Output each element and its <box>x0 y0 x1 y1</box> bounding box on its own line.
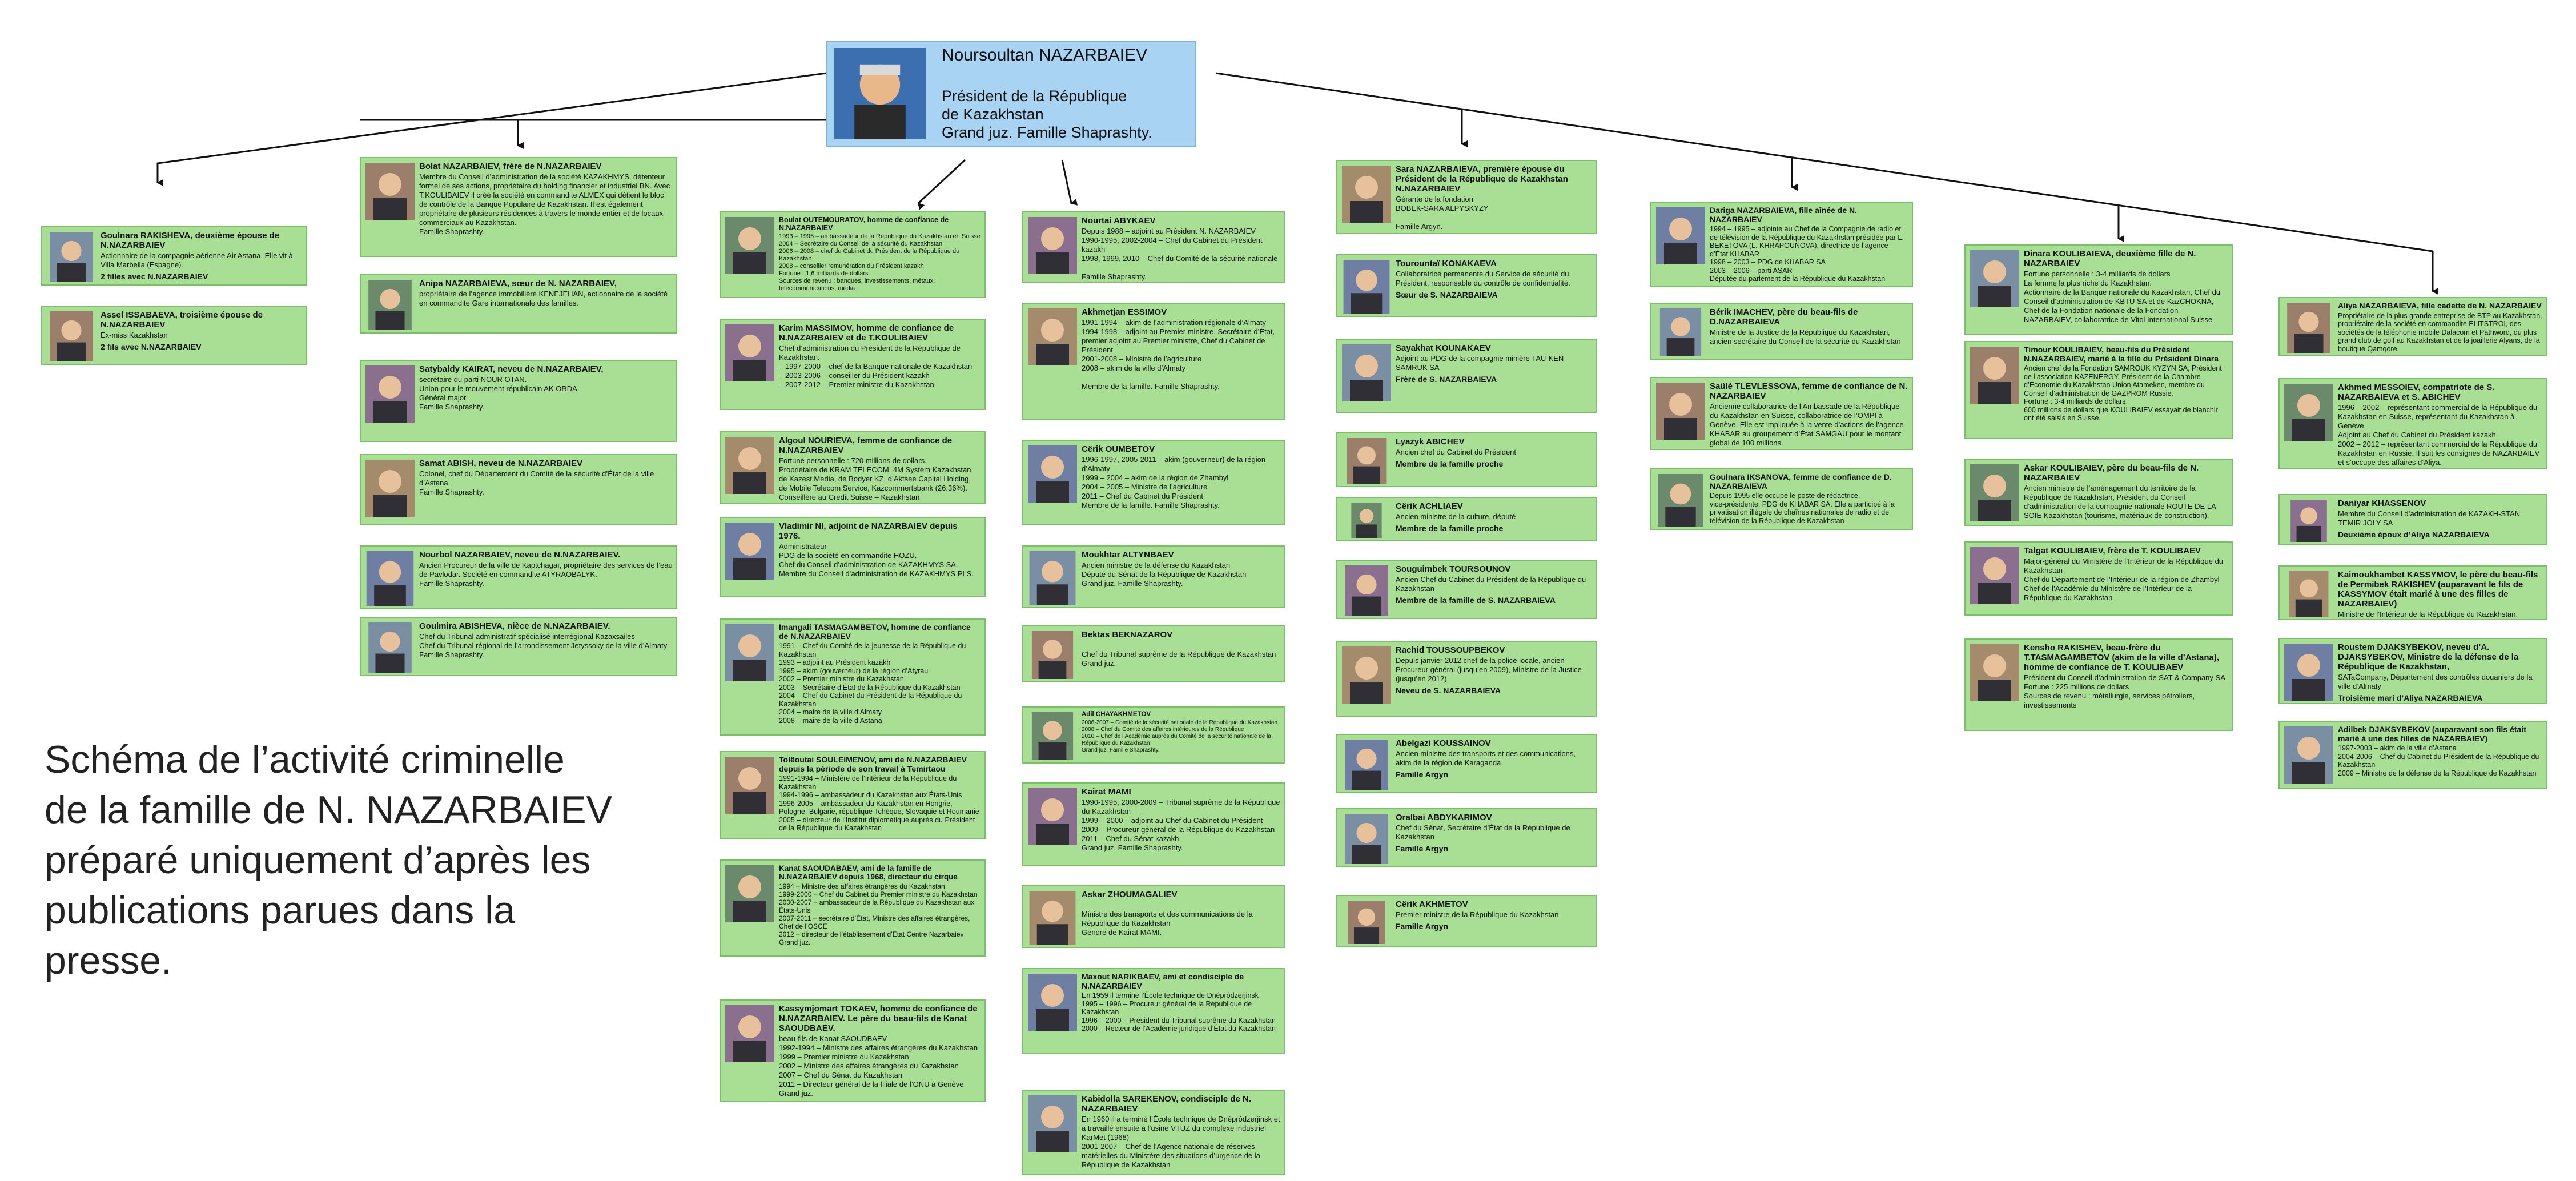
person-card <box>1336 254 1597 317</box>
person-name: Adilbek DJAKSYBEKOV (auparavant son fils était marié à une des filles de NAZARBAIEV) <box>2338 725 2526 743</box>
person-name: Daniyar KHASSENOV <box>2338 499 2426 508</box>
person-description: Depuis 1988 – adjoint au Président N. NAZARBAIEV 1990-1995, 2002-2004 – Chef du Cabinet du Président kazakh 1998, 1999, 2010 – Chef du Comité de la sécurité nationale Famille Shaprashty. <box>1082 227 1278 281</box>
relation-note: Sœur de S. NAZARBAIEVA <box>1396 290 1498 299</box>
person-description: 1997-2003 – akim de la ville d’Astana 2004-2006 – Chef du Cabinet du Président de la République du Kazakhstan 2009 – Ministre de la défense de la République de Kazakhstan <box>2338 744 2539 777</box>
person-name: Aliya NAZARBAIEVA, fille cadette de N. NAZARBAIEV <box>2338 301 2542 310</box>
portrait-photo <box>725 437 774 494</box>
person-description: Depuis janvier 2012 chef de la police locale, ancien Procureur général (jusqu’en 2009), Ministre de la Justice (jusqu’en 2012) <box>1396 656 1582 683</box>
portrait-photo <box>1028 891 1077 945</box>
person-name: Kaimoukhambet KASSYMOV, le père du beau-fils de Permibek RAKISHEV (auparavant le fils de KASSYMOV était marié à une des filles de NAZARBAIEV) <box>2338 570 2538 609</box>
relation-note: Membre de la famille de S. NAZARBAIEVA <box>1396 596 1556 605</box>
person-name: Adil CHAYAKHMETOV <box>1082 711 1151 718</box>
person-name: Nourtai ABYKAEV <box>1082 216 1156 226</box>
person-name: Algoul NOURIEVA, femme de confiance de N.NAZARBAIEV <box>779 436 953 455</box>
card-text <box>779 1004 981 1098</box>
portrait-photo <box>1970 250 2019 307</box>
person-name: Bolat NAZARBAIEV, frère de N.NAZARBAIEV <box>419 162 602 171</box>
person-name: Askar KOULIBAIEV, père du beau-fils de N. NAZARBAIEV <box>2024 463 2199 483</box>
person-card <box>360 617 677 676</box>
person-description: 1991 – Chef du Comité de la jeunesse de la République du Kazakhstan 1993 – adjoint au Président kazakh 1995 – akim (gouverneur) de la région d’Atyrau 2002 – Premier ministre du Kazakhstan 2003 – Secrétaire d’État de la République du Kazakhstan 2004 – Chef du Cabinet du Président de la République du Kazakhstan 2004 – maire de la ville d’Almaty 2008 – maire de la ville d’Astana <box>779 642 966 725</box>
person-description: Premier ministre de la République du Kazakhstan <box>1396 910 1559 919</box>
card-text <box>1710 473 1908 525</box>
relation-note: Membre de la famille proche <box>1396 459 1504 468</box>
person-card <box>2278 721 2547 789</box>
relation-note: Famille Argyn <box>1396 922 1449 931</box>
person-name: Maxout NARIKBAEV, ami et condisciple de N.NAZARBAIEV <box>1082 972 1244 990</box>
person-card <box>1336 560 1597 619</box>
card-text <box>2024 546 2228 602</box>
card-text <box>2024 643 2228 710</box>
portrait-photo <box>47 311 96 361</box>
person-name: Akhmetjan ESSIMOV <box>1082 307 1167 317</box>
portrait-photo <box>47 232 96 282</box>
portrait-photo <box>1970 644 2019 701</box>
person-description: Ancienne collaboratrice de l’Ambassade de la République du Kazakhstan en Suisse, collaboratrice de l’OMPI à Genève. Elle est impliquée à la vente d’actions de l’agence KHABAR au groupement d’État SAMGAU pour le montant global de 100 millions. <box>1710 402 1904 447</box>
portrait-photo <box>1028 308 1077 365</box>
portrait-photo <box>725 757 774 814</box>
portrait-photo <box>365 551 415 606</box>
person-description: 1991-1994 – akim de l’administration régionale d’Almaty 1994-1998 – adjoint au Premier ministre, Secrétaire d’État, premier adjoint au Premier ministre, Chef du Cabinet de Président 2001-2008 – Ministre de l’agriculture 2008 – akim de la ville d’Almaty Membre de la famille. Famille Shaprashty. <box>1082 318 1275 391</box>
person-name: Vladimir NI, adjoint de NAZARBAIEV depuis 1976. <box>779 521 958 541</box>
person-name: Roustem DJAKSYBEKOV, neveu d’A. DJAKSYBEKOV, Ministre de la défense de la République de Kazakhstan, <box>2338 642 2519 672</box>
person-card <box>1336 895 1597 947</box>
portrait-photo <box>365 280 415 330</box>
card-text <box>2338 383 2542 467</box>
person-card <box>1964 541 2233 616</box>
person-card <box>41 226 307 286</box>
person-name: Kairat MAMI <box>1082 787 1131 797</box>
person-name: Rachid TOUSSOUPBEKOV <box>1396 645 1505 655</box>
connector-c3 <box>918 160 965 203</box>
connector-c4 <box>1062 160 1071 203</box>
person-description: Actionnaire de la compagnie aérienne Air Astana. Elle vit à Villa Marbella (Espagne). <box>101 251 293 269</box>
person-description: Chef d’administration du Président de la République de Kazakhstan. – 1997-2000 – chef de la Banque nationale de Kazakhstan – 2003-2006 – conseiller du Président kazakh – 2007-2012 – Premier ministre du Kazakhstan <box>779 344 972 389</box>
person-name: Karim MASSIMOV, homme de confiance de N.NAZARBAIEV et de T.KOULIBAIEV <box>779 323 954 343</box>
person-description: 1993 – 1995 – ambassadeur de la République du Kazakhstan en Suisse 2004 – Secrétaire du Conseil de la sécurité du Kazakhstan 2006 – 2008 – chef du Cabinet du Président de la République du Kazakhstan 2008 – conseiller remunération du Président kazakh Fortune : 1,6 milliards de dollars. Sources de revenu : banques, investissements, métaux, télécommunications, média <box>779 233 980 292</box>
card-text <box>1396 164 1592 231</box>
person-description: secrétaire du parti NOUR OTAN. Union pour le mouvement républicain AK ORDA. Général major. Famille Shaprashty. <box>419 375 580 411</box>
person-card <box>1022 211 1285 283</box>
relation-note: Neveu de S. NAZARBAIEVA <box>1396 686 1501 695</box>
person-name: Goulnara IKSANOVA, femme de confiance de D. NAZARBAIEVA <box>1710 472 1892 491</box>
portrait-photo <box>1342 166 1391 223</box>
person-name: Goulnara RAKISHEVA, deuxième épouse de N.NAZARBAIEV <box>101 231 280 250</box>
portrait-photo <box>1028 631 1077 679</box>
person-card <box>720 859 986 957</box>
person-description: En 1960 il a terminé l’École technique de Dnépródzerjinsk et a travaillé ensuite à l’usine VTUZ du complexe industriel KarMet (1968) 2001-2007 – Chef de l’Agence nationale de réserves matérielles du Ministère des situations d’urgence de la République de Kazakhstan <box>1082 1115 1280 1169</box>
person-description: 2006-2007 – Comité de la sécurité nationale de la République du Kazakhstan 2008 – Chef du Comité des affaires intérieures de la République 2010 – Chef de l’Académie auprès du Comité de la sécurité nationale de la République du Kazakhstan Grand juz. Famille Shaprashty. <box>1082 720 1278 753</box>
card-text <box>1396 343 1592 384</box>
person-description: Depuis 1995 elle occupe le poste de rédactrice, vice-présidente, PDG de KHABAR SA. Elle a participé à la privatisation illégale de chaînes nationales de radio et de télévision de la République de Kazakhstan <box>1710 492 1895 525</box>
portrait-photo <box>365 460 415 517</box>
person-card <box>1336 160 1597 234</box>
person-card <box>2278 378 2547 469</box>
person-name: Boulat OUTEMOURATOV, homme de confiance de N.NAZARBAIEV <box>779 216 949 232</box>
person-card <box>1964 341 2233 439</box>
person-card <box>41 306 307 365</box>
root-role: Président de la République de Kazakhstan Grand juz. Famille Shaprashty. <box>942 87 1152 141</box>
portrait-photo <box>2284 726 2333 784</box>
person-description: Adjoint au PDG de la compagnie minière TAU-KEN SAMRUK SA <box>1396 354 1564 372</box>
card-text <box>2338 302 2542 353</box>
person-card <box>720 517 986 597</box>
person-description: Chef du Tribunal suprême de la République de Kazakhstan Grand juz. <box>1082 650 1276 668</box>
portrait-photo <box>1342 740 1391 790</box>
person-description: Président du Conseil d’administration de SAT & Company SA Fortune : 225 millions de dollars Sources de revenu : métallurgie, services pétroliers, investissements <box>2024 673 2225 709</box>
person-description: Collaboratrice permanente du Service de sécurité du Président, responsable du contrôle de confidentialité. <box>1396 270 1570 287</box>
person-name: Anipa NAZARBAIEVA, sœur de N. NAZARBAIEV, <box>419 279 617 288</box>
person-description: Fortune personnelle : 720 millions de dollars. Propriétaire de KRAM TELECOM, 4M System Kazakhstan, de Kazest Media, de Bodyer KZ, d’Aktsee Capital Holding, de Mobile Telecom Service, Kazcommertsbank (26,36%). Conseillère au Credit Suisse – Kazakhstan <box>779 456 974 501</box>
card-text <box>1710 381 1908 448</box>
person-description: Ancien chef de la Fondation SAMROUK KYZYN SA, Président de l’association KAZENERGY, Président de la Chambre d’Économie du Kazakhstan Union Atameken, membre du Conseil d’administration de GAZPROM Russie. Fortune : 3-4 milliards de dollars. 600 millions de dollars que KOULIBAIEV essayait de blanchir ont été saisis en Suisse. <box>2024 364 2222 422</box>
person-name: Sayakhat KOUNAKAEV <box>1396 343 1491 353</box>
portrait-photo <box>1028 788 1077 845</box>
person-card <box>2278 494 2547 545</box>
person-name: Kensho RAKISHEV, beau-frère du T.TASMAGAMBETOV (akim de la ville d’Astana), homme de confiance de T. KOULIBAEV <box>2024 643 2220 672</box>
person-name: Tolëoutai SOULEIMENOV, ami de N.NAZARBAIEV depuis la période de son travail à Temirtaou <box>779 755 967 773</box>
portrait-photo <box>725 865 774 922</box>
person-description: Chef du Tribunal administratif spécialisé interrégional Kazaxsailes Chef du Tribunal régional de l’arrondissement Jetyssoky de la ville d’Almaty Famille Shaprashty. <box>419 632 668 659</box>
person-card <box>1650 202 1913 287</box>
portrait-photo <box>1970 464 2019 521</box>
card-text <box>1082 973 1280 1033</box>
card-text <box>1396 437 1592 468</box>
person-card <box>1022 885 1285 948</box>
person-description: Administrateur PDG de la société en commandite HOZU. Chef du Conseil d’administration de KAZAKHMYS SA. Membre du Conseil d’administration de KAZAKHMYS PLS. <box>779 542 974 578</box>
portrait-photo <box>1028 445 1077 503</box>
person-description: 1994 – Ministre des affaires étrangères du Kazakhstan 1999-2000 – Chef du Cabinet du Premier ministre du Kazakhstan 2000-2007 – ambassadeur de la République du Kazakhstan aux États-Unis 2007-2011 – secrétaire d’État, Ministre des affaires étrangères, Chef de l’OSCE 2012 – directeur de l’établissement d’État Centre Nazarbaiev Grand juz. <box>779 882 978 946</box>
card-text <box>1396 564 1592 605</box>
chart-caption: Schéma de l’activité criminelle de la famille de N. NAZARBAIEV préparé uniquement d’après les publications parues dans la presse. <box>45 738 612 982</box>
person-name: Kabidolla SAREKENOV, condisciple de N. NAZARBAIEV <box>1082 1094 1252 1114</box>
card-text <box>779 623 981 725</box>
card-text <box>419 550 673 588</box>
person-card <box>1022 782 1285 866</box>
portrait-photo <box>725 624 774 681</box>
card-text <box>1396 501 1592 533</box>
person-card <box>1336 808 1597 867</box>
person-description: Colonel, chef du Département du Comité de la sécurité d’État de la ville d’Astana. Famille Shaprashty. <box>419 469 654 496</box>
portrait-photo <box>1970 347 2019 404</box>
portrait-photo <box>2284 384 2333 441</box>
person-card <box>1336 641 1597 717</box>
person-name: Souguimbek TOURSOUNOV <box>1396 564 1511 574</box>
person-name: Assel ISSABAEVA, troisième épouse de N.NAZARBAIEV <box>101 310 263 330</box>
person-name: Talgat KOULIBAIEV, frère de T. KOULIBAEV <box>2024 546 2201 556</box>
person-description: Ancien Chef du Cabinet du Président de la République du Kazakhstan <box>1396 575 1586 593</box>
person-card <box>2278 565 2547 620</box>
person-card <box>1650 468 1913 530</box>
portrait-photo <box>1656 474 1705 527</box>
relation-note: Deuxième époux d’Aliya NAZARBAIEVA <box>2338 530 2490 539</box>
person-description: beau-fils de Kanat SAOUDBAEV 1992-1994 – Ministre des affaires étrangères du Kazakhstan 1999 – Premier ministre du Kazakhstan 2002 – Ministre des affaires étrangères du Kazakhstan 2007 – Chef du Sénat du Kazakhstan 2011 – Directeur général de la filiale de l’ONU à Genève Grand juz. <box>779 1034 978 1098</box>
person-name: Satybaldy KAIRAT, neveu de N.NAZARBAIEV, <box>419 364 604 374</box>
relation-note: Membre de la famille proche <box>1396 524 1504 533</box>
person-description: Ministre des transports et des communications de la République du Kazakhstan Gendre de Kairat MAMI. <box>1082 910 1253 937</box>
person-description: Ancien ministre des transports et des communications, akim de la région de Karaganda <box>1396 749 1576 767</box>
person-description: 1991-1994 – Ministère de l’Intérieur de la République du Kazakhstan 1994-1996 – ambassadeur du Kazakhstan aux États-Unis 1996-2005 – ambassadeur du Kazakhstan en Hongrie, Pologne, Bulgarie, république Tchèque, Slovaquie et Roumanie 2005 – directeur de l’Institut diplomatique auprès du Président de la République du Kazakhstan <box>779 774 979 832</box>
card-text <box>1082 1094 1280 1170</box>
portrait-photo <box>2284 500 2333 542</box>
card-text <box>1710 206 1908 283</box>
person-card <box>360 545 677 609</box>
person-description: En 1959 il termine l’École technique de Dnépródzerjinsk 1995 – 1996 – Procureur général de la République de Kazakhstan 1996 – 2000 – Président du Tribunal suprême du Kazakhstan 2000 – Recteur de l’Académie juridique d’État du Kazakhstan <box>1082 991 1276 1033</box>
relation-note: 2 filles avec N.NAZARBAIEV <box>101 272 208 281</box>
root-person-card <box>826 41 1196 147</box>
card-text <box>1396 259 1592 299</box>
card-text <box>2024 346 2228 423</box>
relation-note: Troisième mari d’Aliya NAZARBAIEVA <box>2338 693 2483 702</box>
card-text <box>1396 738 1592 779</box>
person-card <box>1336 497 1597 541</box>
person-name: Goulmira ABISHEVA, nièce de N.NAZARBAIEV. <box>419 621 610 631</box>
person-card <box>720 319 986 410</box>
card-text <box>101 231 303 281</box>
relation-note: Frère de S. NAZARBAIEVA <box>1396 375 1497 384</box>
card-text <box>1396 813 1592 853</box>
person-description: Membre du Conseil d’administration de la société KAZAKHMYS, détenteur formel de ses actions, propriétaire du holding financier et industriel BN. Avec T.KOULIBAIEV il créé la société en commandite ALMEX qui détient le bloc de contrôle de la Banque Populaire de Kazakhstan. Il est également propriétaire de plusieurs résidences à travers le monde entier et de locaux commerciaux au Kazakhstan. Famille Shaprashty. <box>419 172 670 236</box>
card-text <box>2338 725 2542 777</box>
person-name: Nourbol NAZARBAIEV, neveu de N.NAZARBAIEV. <box>419 550 621 560</box>
person-name: Imangali TASMAGAMBETOV, homme de confiance de N.NAZARBAIEV <box>779 622 971 641</box>
person-card <box>1650 377 1913 450</box>
card-text <box>1710 307 1908 346</box>
portrait-photo <box>725 324 774 381</box>
card-text <box>779 521 981 579</box>
card-text <box>779 323 981 389</box>
person-name: Timour KOULIBAIEV, beau-fils du Président N.NAZARBAIEV, marié à la fille du Président Dinara <box>2024 345 2219 363</box>
card-text <box>1082 307 1280 391</box>
card-text <box>1082 787 1280 853</box>
card-text <box>779 864 981 946</box>
person-name: Cërik OUMBETOV <box>1082 444 1155 454</box>
person-description: Propriétaire de la plus grande entreprise de BTP au Kazakhstan, propriétaire de la société en commandite ELITSTROI, des sociétés de la téléphonie mobile Dalacom et Pathword, du plus grand club de golf au Kazakhstan et de la joaillerie Alyans, de la boutique Qamqore. <box>2338 311 2542 353</box>
person-description: Membre du Conseil d’administration de KAZAKH-STAN TEMIR JOLY SA <box>2338 509 2521 527</box>
portrait-photo <box>1970 547 2019 604</box>
person-description: Gérante de la fondation BOBEK-SARA ALPYSKYZY Famille Argyn. <box>1396 195 1489 231</box>
person-card <box>720 999 986 1102</box>
card-text <box>1396 899 1592 931</box>
card-text <box>419 621 673 660</box>
person-card <box>1336 432 1597 487</box>
portrait-photo <box>725 1005 774 1062</box>
person-description: Fortune personnelle : 3-4 milliards de dollars La femme la plus riche du Kazakhstan. Actionnaire de la Banque nationale du Kazakhstan, Chef du Conseil d’administration de KBTU SA et de KazCHOKNA, Chef de la Fondation nationale de la Fondation NAZARBAIEV, collaboratrice de Vitol International Suisse <box>2024 270 2221 324</box>
person-description: 1994 – 1995 – adjointe au Chef de la Compagnie de radio et de télévision de la République du Kazakhstan présidée par L. BEKETOVA (L. KHRAPOUNOVA), directrice de l’agence d’État KHABAR 1998 – 2003 – PDG de KHABAR SA 2003 – 2006 – parti ASAR Députée du parlement de la République du Kazakhstan <box>1710 225 1904 283</box>
person-card <box>360 454 677 525</box>
card-text <box>2338 642 2542 702</box>
relation-note: Famille Argyn <box>1396 770 1449 779</box>
person-description: Ministre de la Justice de la République du Kazakhstan, ancien secrétaire du Conseil de la sécurité du Kazakhstan <box>1710 328 1901 346</box>
person-name: Lyazyk ABICHEV <box>1396 437 1465 447</box>
person-name: Akhmed MESSOIEV, compatriote de S. NAZARBAIEVA et S. ABICHEV <box>2338 383 2495 402</box>
relation-note: Famille Argyn <box>1396 844 1449 853</box>
person-description: Ancien ministre de la défense du Kazakhstan Député du Sénat de la République de Kazakhstan Grand juz. Famille Shaprashty. <box>1082 561 1247 588</box>
card-text <box>419 279 673 308</box>
portrait-photo <box>725 217 774 274</box>
person-card <box>360 274 677 334</box>
card-text <box>101 310 303 351</box>
person-card <box>720 211 986 298</box>
person-name: Saülé TLEVLESSOVA, femme de confiance de N. NAZARBAIEV <box>1710 381 1908 401</box>
person-card <box>2278 638 2547 704</box>
portrait-photo <box>2284 571 2333 617</box>
card-text <box>1082 216 1280 282</box>
card-text <box>2024 249 2228 324</box>
person-card <box>1650 303 1913 360</box>
portrait-photo <box>365 622 415 673</box>
portrait-photo <box>1028 551 1077 605</box>
person-name: Bérik IMACHEV, père du beau-fils de D.NAZARBAIEVA <box>1710 307 1858 327</box>
card-text <box>1082 444 1280 510</box>
person-card <box>360 157 677 257</box>
person-description: 1996-1997, 2005-2011 – akim (gouverneur) de la région d’Almaty 1999 – 2004 – akim de la région de Zhambyl 2004 – 2005 – Ministre de l’agriculture 2011 – Chef du Cabinet du Président Membre de la famille. Famille Shaprashty. <box>1082 455 1266 509</box>
portrait-photo <box>1342 503 1391 538</box>
portrait-photo <box>1656 383 1705 440</box>
person-description: 1990-1995, 2000-2009 – Tribunal suprême de la République du Kazakhstan 1999 – 2000 – adjoint au Chef du Cabinet du Président 2009 – Procureur général de la République du Kazakhstan 2011 – Chef du Sénat kazakh Grand juz. Famille Shaprashty. <box>1082 798 1280 852</box>
person-name: Kanat SAOUDABAEV, ami de la famille de N.NAZARBAIEV depuis 1968, directeur du cirque <box>779 864 958 881</box>
portrait-photo <box>365 163 415 220</box>
card-text <box>1082 630 1280 668</box>
person-name: Oralbai ABDYKARIMOV <box>1396 813 1492 822</box>
person-card <box>1964 244 2233 335</box>
person-card <box>1964 459 2233 526</box>
person-card <box>2278 297 2547 356</box>
person-name: Dinara KOULIBAIEVA, deuxième fille de N. NAZARBAIEV <box>2024 249 2196 268</box>
person-description: Ancien ministre de la culture, député <box>1396 512 1516 521</box>
portrait-photo <box>1342 901 1391 944</box>
portrait-photo <box>2284 644 2333 701</box>
person-card <box>360 360 677 442</box>
person-name: Tourountaï KONAKAEVA <box>1396 259 1497 268</box>
card-text <box>1396 645 1592 695</box>
card-text <box>2338 499 2542 539</box>
person-card <box>1022 625 1285 682</box>
portrait-photo <box>1342 814 1391 864</box>
portrait-photo <box>1656 308 1705 356</box>
relation-note: 2 fils avec N.NAZARBAIEV <box>101 342 202 351</box>
person-name: Cërik AKHMETOV <box>1396 899 1468 909</box>
person-name: Abelgazi KOUSSAINOV <box>1396 738 1491 748</box>
person-card <box>1022 303 1285 420</box>
person-description: Chef du Sénat, Secrétaire d’État de la République de Kazakhstan <box>1396 824 1570 841</box>
portrait-photo <box>1028 974 1077 1031</box>
card-text <box>1082 890 1280 937</box>
person-name: Samat ABISH, neveu de N.NAZARBAIEV <box>419 459 583 468</box>
portrait-photo <box>365 365 415 423</box>
person-card <box>720 618 986 736</box>
portrait-photo <box>1656 207 1705 264</box>
person-name: Bektas BEKNAZAROV <box>1082 630 1173 640</box>
person-card <box>720 751 986 839</box>
person-card <box>720 431 986 504</box>
card-text <box>779 756 981 833</box>
person-description: Ex-miss Kazakhstan <box>101 331 168 339</box>
portrait-photo <box>2284 303 2333 353</box>
card-text <box>2338 570 2542 619</box>
person-card <box>1336 339 1597 413</box>
card-text <box>1082 550 1280 588</box>
person-name: Sara NAZARBAIEVA, première épouse du Président de la République de Kazakhstan N.NAZARBAIEV <box>1396 164 1568 194</box>
person-card <box>1022 706 1285 764</box>
card-text <box>419 162 673 236</box>
portrait-photo <box>725 523 774 580</box>
person-description: propriétaire de l’agence immobilière KENEJEHAN, actionnaire de la société en commandite Gare internationale des familles. <box>419 290 668 307</box>
portrait-photo <box>1342 438 1391 484</box>
person-card <box>1022 968 1285 1054</box>
person-name: Dariga NAZARBAIEVA, fille aînée de N. NAZARBAIEV <box>1710 206 1858 224</box>
root-name: Noursoultan NAZARBAIEV <box>942 46 1148 65</box>
card-text <box>779 216 981 292</box>
person-card <box>1964 638 2233 731</box>
card-text <box>779 436 981 502</box>
person-description: Major-général du Ministère de l’Intérieur de la République du Kazakhstan Chef du Département de l’Intérieur de la région de Zhambyl Chef de l’Académie du Ministère de l’Intérieur de la République du Kazakhstan <box>2024 557 2224 602</box>
person-description: Ministre de l’Intérieur de la République du Kazakhstan. <box>2338 610 2518 618</box>
portrait-photo <box>1028 712 1077 760</box>
person-card <box>1022 1090 1285 1175</box>
person-description: Ancien ministre de l’aménagement du territoire de la République de Kazakhstan, Président du Conseil d’administration de la compagnie nationale ROUTE DE LA SOIE Kazakhstan (tourisme, matériaux de construction). <box>2024 484 2216 520</box>
portrait-photo <box>1342 646 1391 704</box>
card-text <box>1082 711 1280 754</box>
portrait-photo <box>1028 1095 1077 1152</box>
person-card <box>1336 734 1597 793</box>
person-description: Ancien Procureur de la ville de Kaptchagaï, propriétaire des services de l’eau de Pavlodar. Société en commandite ATYRAOBALYK. Famille Shaprashty. <box>419 561 673 588</box>
portrait-photo <box>1342 260 1391 314</box>
person-name: Askar ZHOUMAGALIEV <box>1082 890 1178 899</box>
card-text <box>419 459 673 497</box>
person-description: SATaCompany, Département des contrôles douaniers de la ville d’Almaty <box>2338 673 2533 690</box>
portrait-photo <box>1342 565 1391 616</box>
portrait-photo <box>1342 344 1391 401</box>
portrait-photo <box>1028 217 1077 274</box>
person-card <box>1022 440 1285 525</box>
person-name: Kassymjomart TOKAEV, homme de confiance de N.NAZARBAIEV. Le père du beau-fils de Kanat SAOUDBAEV. <box>779 1004 978 1033</box>
person-name: Cërik ACHLIAEV <box>1396 501 1463 511</box>
portrait-photo <box>834 48 926 139</box>
person-description: 1996 – 2002 – représentant commercial de la République du Kazakhstan en Suisse, représentant du Kazakhstan à Genève. Adjoint au Chef du Cabinet du Président kazakh 2002 – 2012 – représentant commercial de la République du Kazakhstan en Russie. Il suit les consignes de NAZARBAIEV et s’occupe des affaires d’Aliya. <box>2338 403 2540 467</box>
card-text <box>419 364 673 412</box>
person-card <box>1022 545 1285 608</box>
card-text <box>2024 463 2228 520</box>
person-description: Ancien chef du Cabinet du Président <box>1396 448 1517 456</box>
person-name: Moukhtar ALTYNBAEV <box>1082 550 1174 560</box>
